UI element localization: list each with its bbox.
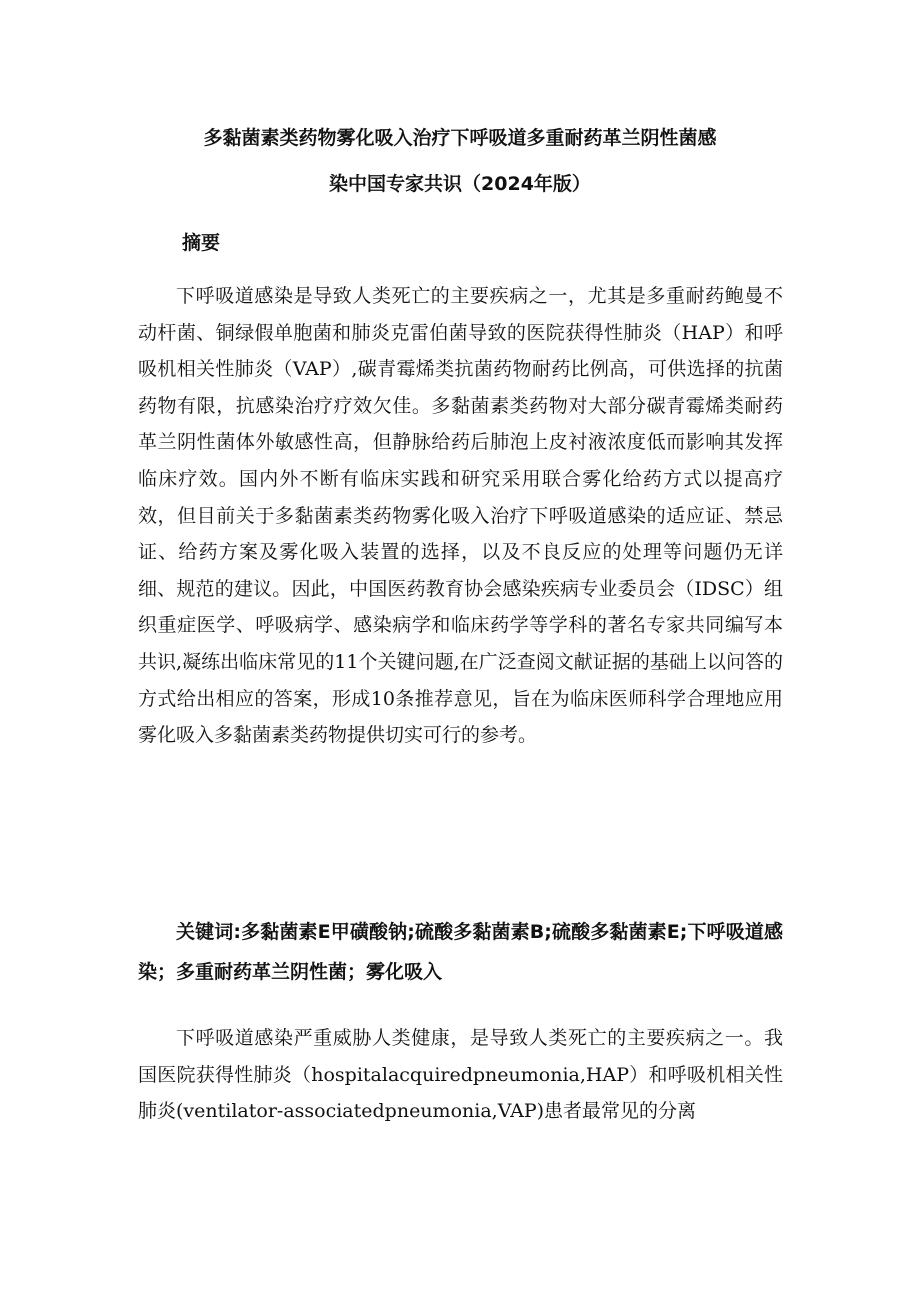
keywords-paragraph: 关键词:多黏菌素E甲磺酸钠;硫酸多黏菌素B;硫酸多黏菌素E;下呼吸道感染；多重耐药革兰阴性菌；雾化吸入 xyxy=(138,921,783,983)
document-title-line-1: 多黏菌素类药物雾化吸入治疗下呼吸道多重耐药革兰阴性菌感 xyxy=(203,127,717,149)
abstract-heading: 摘要 xyxy=(182,232,221,254)
document-title-line-2: 染中国专家共识（2024年版） xyxy=(329,173,591,195)
abstract-paragraph: 下呼吸道感染是导致人类死亡的主要疾病之一，尤其是多重耐药鲍曼不动杆菌、铜绿假单胞菌和肺炎克雷伯菌导致的医院获得性肺炎（HAP）和呼吸机相关性肺炎（VAP）,碳青霉烯类抗菌药物耐药比例高，可供选择的抗菌药物有限，抗感染治疗疗效欠佳。多黏菌素类药物对大部分碳青霉烯类耐药革兰阴性菌体外敏感性高，但静脉给药后肺泡上皮衬液浓度低而影响其发挥临床疗效。国内外不断有临床实践和研究采用联合雾化给药方式以提高疗效，但目前关于多黏菌素类药物雾化吸入治疗下呼吸道感染的适应证、禁忌证、给药方案及雾化吸入装置的选择，以及不良反应的处理等问题仍无详细、规范的建议。因此，中国医药教育协会感染疾病专业委员会（IDSC）组织重症医学、呼吸病学、感染病学和临床药学等学科的著名专家共同编写本共识,凝练出临床常见的11个关键问题,在广泛查阅文献证据的基础上以问答的方式给出相应的答案，形成10条推荐意见，旨在为临床医师科学合理地应用雾化吸入多黏菌素类药物提供切实可行的参考。 xyxy=(138,285,783,747)
body-paragraph: 下呼吸道感染严重威胁人类健康，是导致人类死亡的主要疾病之一。我国医院获得性肺炎（hospitalacquiredpneumonia,HAP）和呼吸机相关性肺炎(ventilator-associatedpneumonia,VAP)患者最常见的分离 xyxy=(138,1027,783,1123)
